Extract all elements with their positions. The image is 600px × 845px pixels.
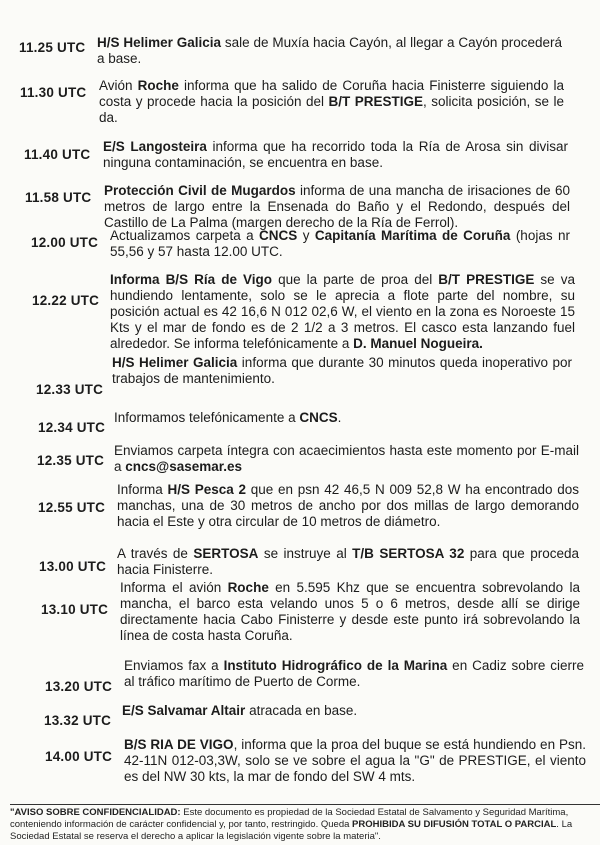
entry-text (104, 183, 570, 231)
entry-text-run: Enviamos fax a (124, 658, 224, 673)
entry-text-bold: Informa B/S Ría de Vigo (110, 272, 273, 287)
confidentiality-notice (10, 804, 600, 843)
entry-text (114, 443, 579, 475)
notice-text: Este documento es propiedad de la Sociedad Estatal de Salvamento y Seguridad Marítima, conteniendo información de carácter confidencial y, por tanto, restringido. Queda (10, 807, 569, 830)
entry-time: 13.32 UTC (44, 713, 112, 728)
entry-text-run: informa que ha salido de Coruña hacia Finisterre siguiendo la costa y procede hacia la posición del (99, 78, 564, 109)
entry-text (114, 410, 574, 426)
entry-text (122, 703, 582, 719)
entry-time: 11.40 UTC (24, 147, 91, 162)
entry-text-bold: Protección Civil de Mugardos (104, 183, 296, 198)
entry-time: 12.55 UTC (38, 500, 106, 515)
entry-time: 12.33 UTC (36, 382, 104, 397)
entry-time: 13.20 UTC (45, 679, 113, 694)
entry-text-run: que la parte de proa del (272, 272, 439, 287)
entry-time: 12.35 UTC (37, 453, 105, 468)
entry-text (112, 355, 572, 387)
entry-text-run: se instruye al (258, 546, 353, 561)
entry-text-bold: T/B SERTOSA 32 (352, 546, 465, 561)
entry-time: 12.22 UTC (32, 293, 100, 308)
entry-text (124, 737, 586, 785)
entry-text (117, 482, 579, 530)
entry-text-bold: B/S RIA DE VIGO (124, 737, 234, 752)
entry-text-bold: CNCS (299, 410, 338, 425)
entry-text-bold: Instituto Hidrográfico de la Marina (223, 658, 448, 673)
entry-text-run: y (297, 228, 315, 243)
entry-text-run: informa que ha recorrido toda la Ría de Arosa sin divisar ninguna contaminación, se encuentra en base. (103, 139, 568, 170)
entry-text-bold: cncs@sasemar.es (125, 459, 243, 474)
entry-text-run: informa de una mancha de irisaciones de 60 metros de largo entre la Ensenada do Baño y el Redondo, después del Castillo de La Palma (margen derecho de la Ría de Ferrol). (104, 183, 570, 230)
entry-text-run: A través de (117, 546, 194, 561)
entry-text-bold: SERTOSA (193, 546, 259, 561)
entry-text-run: (hojas nr 55,56 y 57 hasta 12.00 UTC. (110, 228, 570, 259)
entry-text-run: Informa el avión (120, 580, 228, 595)
entry-text-run: se va hundiendo lentamente, solo se le aprecia a flote parte del nombre, su posición actual es 42 16,6 N 012 02,6 W, el viento en la zona es Noroeste 15 Kts y el mar de fondo es de 2 1/2 a 3 metros. El casco esta lanzando fuel alrededor. Se informa telefónicamente a (110, 272, 575, 351)
entry-time: 13.10 UTC (41, 602, 109, 617)
entry-text-bold: B/T PRESTIGE (438, 272, 535, 287)
entry-text (110, 272, 575, 352)
entry-text (110, 228, 570, 260)
entry-text-run: Informa (117, 482, 168, 497)
entry-text-run: , solicita posición, se le da. (99, 94, 564, 125)
entry-text-run: Enviamos carpeta íntegra con acaecimientos hasta este momento por E-mail a (114, 443, 579, 474)
entry-text-bold: D. Manuel Nogueira. (353, 336, 483, 351)
entry-text (124, 658, 584, 690)
entry-text (117, 546, 579, 578)
entry-text-run: en Cadiz sobre cierre al tráfico marítimo de Puerto de Corme. (124, 658, 585, 689)
entry-text-run: que en psn 42 46,5 N 009 52,8 W ha encontrado dos manchas, una de 30 metros de ancho por dos millas de largo demorando hacia el Este y otra circular de 10 metros de diámetro. (117, 482, 579, 529)
entry-text-bold: E/S Salvamar Altair (122, 703, 246, 718)
entry-time: 11.25 UTC (19, 40, 86, 55)
entry-text-bold: Capitanía Marítima de Coruña (314, 228, 511, 243)
entry-time: 12.00 UTC (31, 235, 99, 250)
entry-text (103, 139, 568, 171)
entry-time: 12.34 UTC (38, 420, 106, 435)
notice-label: "AVISO SOBRE CONFIDENCIALIDAD: (10, 807, 181, 818)
entry-text-bold: H/S Helimer Galicia (112, 355, 238, 370)
entry-text-bold: Roche (137, 78, 179, 93)
entry-text-bold: H/S Helimer Galicia (97, 35, 222, 50)
entry-text-run: Avión (99, 78, 138, 93)
entry-text-run: atracada en base. (245, 703, 358, 718)
entry-text-run: para que proceda hacia Finisterre. (117, 546, 579, 577)
entry-text (97, 35, 562, 67)
entry-text-bold: CNCS (259, 228, 298, 243)
entry-text-run: sale de Muxía hacia Cayón, al llegar a Cayón procederá a base. (97, 35, 562, 66)
notice-prohibited: PROHIBIDA SU DIFUSIÓN TOTAL O PARCIAL (352, 819, 557, 830)
entry-time: 14.00 UTC (45, 749, 113, 764)
entry-text-bold: B/T PRESTIGE (328, 94, 423, 109)
entry-text (99, 78, 564, 126)
entry-time: 11.30 UTC (20, 85, 87, 100)
entry-text-bold: Roche (227, 580, 269, 595)
entry-text-run: . (337, 410, 342, 425)
entry-text-bold: H/S Pesca 2 (167, 482, 247, 497)
entry-time: 11.58 UTC (25, 190, 92, 205)
entry-text-run: Informamos telefónicamente a (114, 410, 300, 425)
entry-text-bold: E/S Langosteira (103, 139, 207, 154)
entry-text-run: informa que durante 30 minutos queda inoperativo por trabajos de mantenimiento. (112, 355, 573, 386)
entry-text-run: en 5.595 Khz que se encuentra sobrevolando la mancha, el barco esta velando unos 5 o 6 metros, desde allí se dirige directamente hacia Cabo Finisterre y desde este punto irá sobrevolando la línea de costa hasta Coruña. (120, 580, 580, 643)
entry-text (120, 580, 580, 644)
entry-time: 13.00 UTC (39, 559, 107, 574)
entry-text-run: , informa que la proa del buque se está hundiendo en Psn. 42-11N 012-03,3W, solo se ve sobre el agua la "G" de PRESTIGE, el viento es del NW 30 kts, la mar de fondo del SW 4 mts. (124, 737, 587, 784)
entry-text-run: Actualizamos carpeta a (110, 228, 260, 243)
notice-text-end: . La Sociedad Estatal se reserva el derecho a aplicar la legislación vigente sobre la materia". (10, 819, 573, 842)
